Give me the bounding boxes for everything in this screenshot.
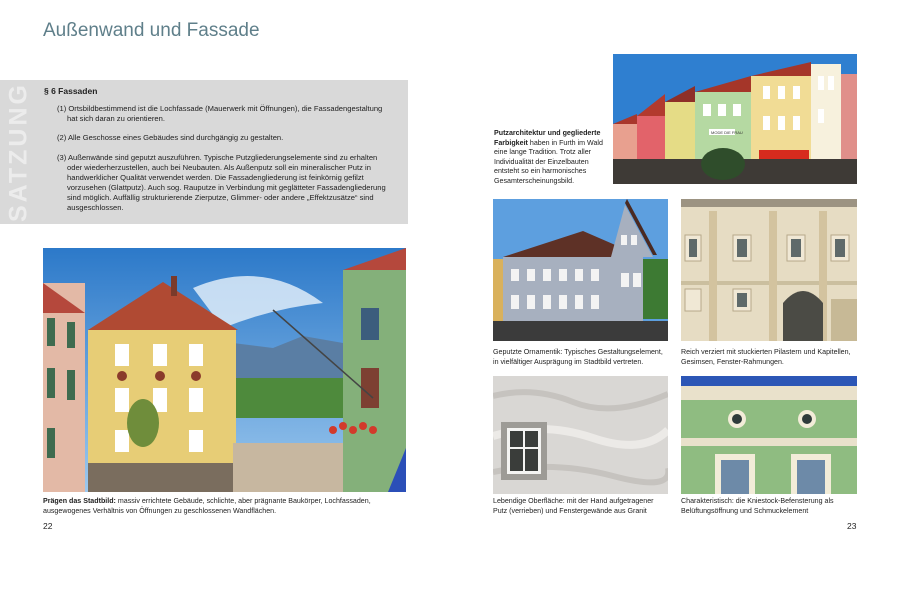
grid-caption-4: Charakteristisch: die Kniestock-Befensterung als Belüftungsöffnung und Schmuckelement bbox=[681, 497, 834, 515]
street-facades-photo bbox=[613, 54, 857, 184]
knee-wall-windows-photo bbox=[681, 376, 857, 494]
shop-sign: MODE DIE FRAU bbox=[711, 130, 743, 135]
plaster-surface-photo bbox=[493, 376, 668, 494]
stucco-facade-photo bbox=[681, 199, 857, 341]
statute-paragraph-3: (3) Außenwände sind geputzt auszuführen. Typische Putzgliederungselemente sind zu erhalten oder wiederherzustellen, auch bei Neubauten. Als Außenputz soll ein mineralischer Putz in handwerklicher Qualität verwendet werden. Die Fassadengliederung ist feinkörnig gefilzt vorzusehen (Glattputz). Auch sog. Rauputze in Verbindung mit geglätteter Fassadengliederung sind möglich. Auffällig strukturierende Zierputze, Glimmer- oder andere „Effektzusätze“ sind ausgeschlossen. bbox=[57, 153, 386, 212]
ornamented-house-photo bbox=[493, 199, 668, 341]
statute-heading: § 6 Fassaden bbox=[44, 86, 98, 96]
grid-caption-3: Lebendige Oberfläche: mit der Hand aufgetragener Putz (verrieben) und Fenstergewände aus Granit bbox=[493, 497, 654, 515]
statute-paragraph-2: (2) Alle Geschosse eines Gebäudes sind durchgängig zu gestalten. bbox=[57, 133, 284, 142]
statute-paragraph-1: (1) Ortsbildbestimmend ist die Lochfassade (Mauerwerk mit Öffnungen), die Fassadengestaltung hat sich daran zu orientieren. bbox=[57, 104, 383, 123]
page-number-left: 22 bbox=[43, 521, 53, 531]
grid-caption-2: Reich verziert mit stuckierten Pilastern und Kapitellen, Gesimsen, Fenster-Rahmungen. bbox=[681, 348, 851, 366]
page-number-right: 23 bbox=[847, 521, 857, 531]
street-photo-caption: Putzarchitektur und gegliederte Farbigkeit haben in Furth im Wald eine lange Tradition. Trotz aller Individualität der Einzelbauten entsteht so ein harmonisches Gesamterscheinungsbild. bbox=[494, 129, 603, 185]
page-title: Außenwand und Fassade bbox=[43, 20, 260, 41]
side-watermark: SATZUNG bbox=[4, 82, 33, 222]
townscape-photo bbox=[43, 248, 406, 492]
grid-caption-1: Geputzte Ornamentik: Typisches Gestaltungselement, in vielfältiger Ausprägung im Stadtbild vertreten. bbox=[493, 348, 663, 366]
main-photo-caption: Prägen das Stadtbild: massiv errichtete Gebäude, schlichte, aber prägnante Baukörper, Lochfassaden, ausgewogenes Verhältnis von Öffnungen zu geschlossenen Wandflächen. bbox=[43, 497, 371, 515]
